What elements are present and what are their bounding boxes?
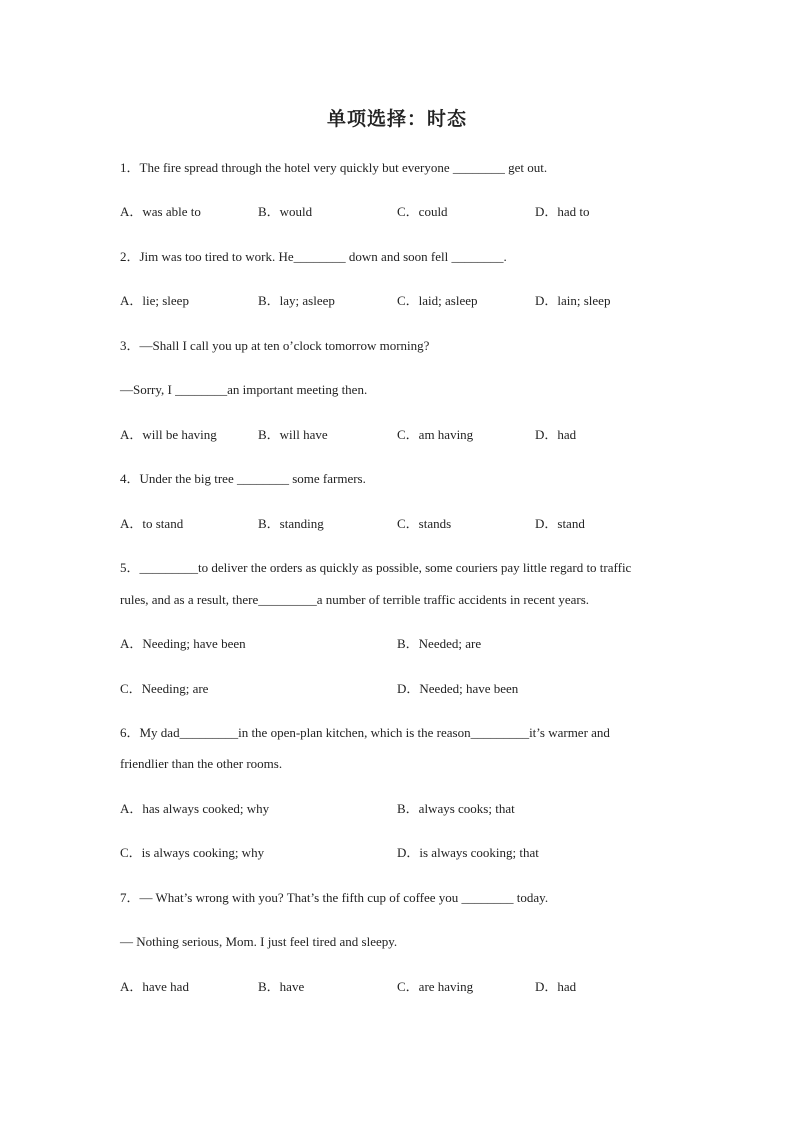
- question-2-option-a: A．lie; sleep: [120, 293, 189, 308]
- question-3-option-c: C．am having: [397, 427, 474, 442]
- question-2-option-b: B．lay; asleep: [258, 293, 335, 308]
- question-5-stem-continued: rules, and as a result, there_________a number of terrible traffic accidents in recent years.: [120, 592, 590, 607]
- question-3-option-a: A．will be having: [120, 427, 217, 442]
- question-7-stem: 7．— What’s wrong with you? That’s the fifth cup of coffee you ________ today.: [120, 890, 549, 905]
- question-4-option-a: A．to stand: [120, 516, 184, 531]
- question-7-option-a: A．have had: [120, 979, 189, 994]
- page-title: 单项选择：时态: [326, 108, 467, 130]
- question-4-option-c: C．stands: [397, 516, 452, 531]
- question-1-stem: 1．The fire spread through the hotel very quickly but everyone ________ get out.: [120, 160, 548, 175]
- question-4-option-d: D．stand: [535, 516, 585, 531]
- question-1-option-c: C．could: [397, 204, 448, 219]
- question-2-stem: 2．Jim was too tired to work. He________ down and soon fell ________.: [120, 249, 507, 264]
- question-1-option-b: B．would: [258, 204, 313, 219]
- question-2-option-c: C．laid; asleep: [397, 293, 478, 308]
- question-5-stem: 5．_________to deliver the orders as quickly as possible, some couriers pay little regard to traffic: [120, 560, 632, 575]
- question-7-reply: — Nothing serious, Mom. I just feel tired and sleepy.: [120, 934, 398, 949]
- question-3-stem: 3．—Shall I call you up at ten o’clock tomorrow morning?: [120, 338, 430, 353]
- question-5-option-a: A．Needing; have been: [120, 636, 246, 651]
- question-6-option-a: A．has always cooked; why: [120, 801, 270, 816]
- question-1-option-d: D．had to: [535, 204, 590, 219]
- question-4-stem: 4．Under the big tree ________ some farmers.: [120, 471, 366, 486]
- question-3-option-b: B．will have: [258, 427, 328, 442]
- question-2-option-d: D．lain; sleep: [535, 293, 611, 308]
- question-6-stem: 6．My dad_________in the open-plan kitchen, which is the reason_________it’s warmer and: [120, 725, 610, 740]
- question-1-option-a: A．was able to: [120, 204, 201, 219]
- question-3-reply: —Sorry, I ________an important meeting then.: [120, 382, 368, 397]
- question-7-option-c: C．are having: [397, 979, 474, 994]
- question-6-option-b: B．always cooks; that: [397, 801, 515, 816]
- question-5-option-b: B．Needed; are: [397, 636, 482, 651]
- question-5-option-c: C．Needing; are: [120, 681, 209, 696]
- question-6-option-c: C．is always cooking; why: [120, 845, 265, 860]
- question-7-option-b: B．have: [258, 979, 305, 994]
- question-6-option-d: D．is always cooking; that: [397, 845, 539, 860]
- question-4-option-b: B．standing: [258, 516, 324, 531]
- question-5-option-d: D．Needed; have been: [397, 681, 519, 696]
- question-7-option-d: D．had: [535, 979, 577, 994]
- question-3-option-d: D．had: [535, 427, 577, 442]
- question-6-stem-continued: friendlier than the other rooms.: [120, 756, 283, 771]
